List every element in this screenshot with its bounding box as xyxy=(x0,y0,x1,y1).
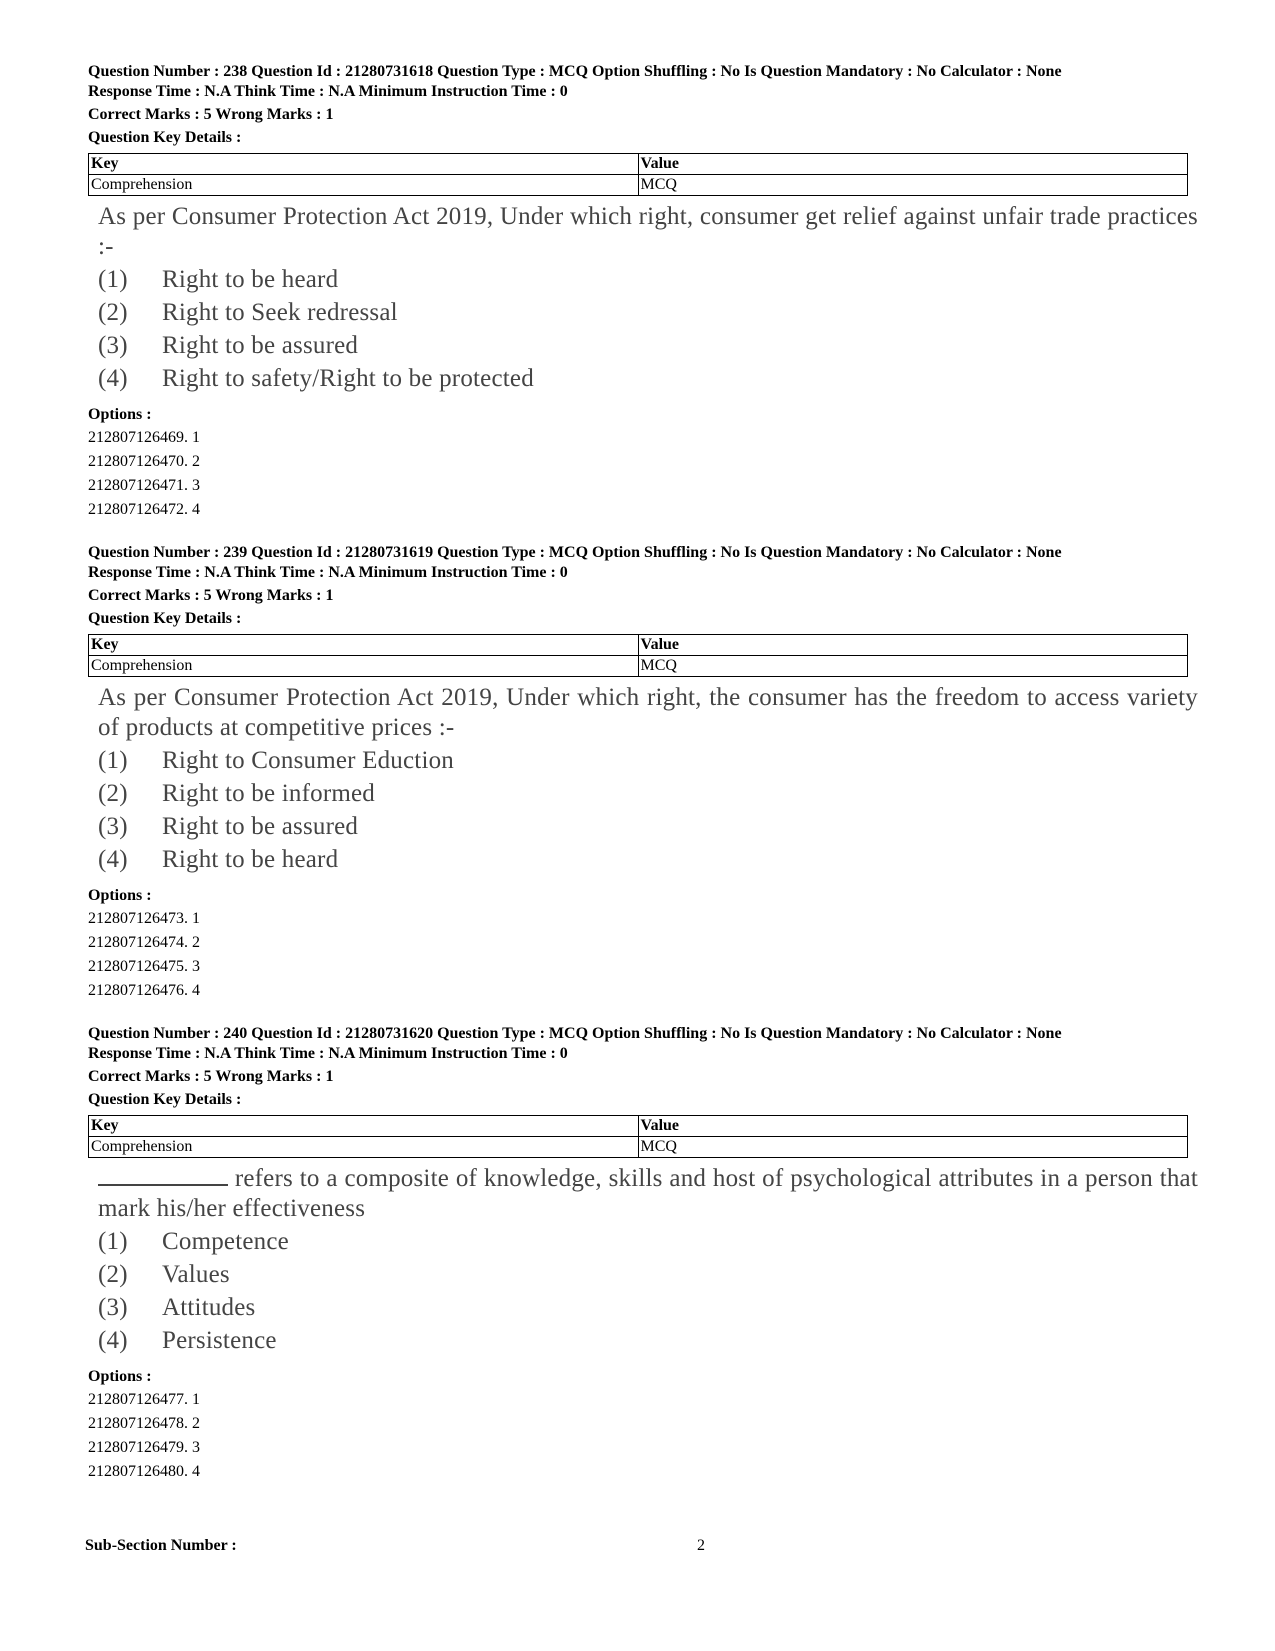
page-number: 2 xyxy=(697,1537,705,1554)
option-id: 212807126469. 1 xyxy=(88,429,200,446)
question-marks: Correct Marks : 5 Wrong Marks : 1 xyxy=(88,587,334,604)
choice xyxy=(98,746,1198,776)
option-id: 212807126473. 1 xyxy=(88,910,200,927)
option-id: 212807126475. 3 xyxy=(88,958,200,975)
question-header: Question Number : 238 Question Id : 21280731618 Question Type : MCQ Option Shuffling : No Is Question Mandatory : No Calculator : None xyxy=(88,63,1062,80)
key-details-table xyxy=(88,153,1188,196)
choice-number: (1) xyxy=(98,747,128,774)
value-header: Value xyxy=(638,1116,1188,1137)
choice-text: Right to be assured xyxy=(162,332,359,359)
choice-number: (3) xyxy=(98,1294,128,1321)
question-block-238 xyxy=(88,62,1198,522)
value-header: Value xyxy=(638,154,1188,175)
choice-number: (4) xyxy=(98,846,128,873)
question-text-wrapper xyxy=(98,1164,1198,1224)
choice-text: Right to be informed xyxy=(162,780,375,807)
value-cell: MCQ xyxy=(638,656,1188,677)
choice xyxy=(98,812,1198,842)
choice-text: Attitudes xyxy=(162,1294,256,1321)
key-details-label: Question Key Details : xyxy=(88,129,242,146)
choice-number: (3) xyxy=(98,813,128,840)
choice xyxy=(98,1227,1198,1257)
question-timing: Response Time : N.A Think Time : N.A Minimum Instruction Time : 0 xyxy=(88,83,568,100)
key-header: Key xyxy=(89,1116,639,1137)
value-cell: MCQ xyxy=(638,1137,1188,1158)
choice-number: (4) xyxy=(98,1327,128,1354)
choice-number: (2) xyxy=(98,780,128,807)
choice-text: Right to Consumer Eduction xyxy=(162,747,454,774)
choice-text: Right to be heard xyxy=(162,266,339,293)
sub-section-label: Sub-Section Number : xyxy=(85,1537,237,1554)
choice-number: (1) xyxy=(98,266,128,293)
question-timing: Response Time : N.A Think Time : N.A Minimum Instruction Time : 0 xyxy=(88,1045,568,1062)
choice-text: Persistence xyxy=(162,1327,277,1354)
option-id: 212807126471. 3 xyxy=(88,477,200,494)
option-id: 212807126480. 4 xyxy=(88,1463,200,1480)
question-body xyxy=(98,202,1198,394)
key-cell: Comprehension xyxy=(89,656,639,677)
choice xyxy=(98,1293,1198,1323)
question-text: As per Consumer Protection Act 2019, Under which right, consumer get relief against unfair trade practices :- xyxy=(98,203,1198,260)
option-id: 212807126476. 4 xyxy=(88,982,200,999)
choice xyxy=(98,1326,1198,1356)
key-details-table xyxy=(88,1115,1188,1158)
options-label: Options : xyxy=(88,406,152,423)
choice-text: Right to Seek redressal xyxy=(162,299,398,326)
question-block-239 xyxy=(88,543,1198,1003)
choice xyxy=(98,845,1198,875)
choice xyxy=(98,298,1198,328)
options-label: Options : xyxy=(88,1368,152,1385)
choice-text: Right to safety/Right to be protected xyxy=(162,365,534,392)
option-id: 212807126477. 1 xyxy=(88,1391,200,1408)
question-text: As per Consumer Protection Act 2019, Under which right, the consumer has the freedom to access variety of products at competitive prices :- xyxy=(98,684,1198,741)
choice-number: (3) xyxy=(98,332,128,359)
option-id: 212807126472. 4 xyxy=(88,501,200,518)
choice-number: (1) xyxy=(98,1228,128,1255)
option-id: 212807126479. 3 xyxy=(88,1439,200,1456)
choice-number: (2) xyxy=(98,299,128,326)
value-header: Value xyxy=(638,635,1188,656)
option-id: 212807126474. 2 xyxy=(88,934,200,951)
choice-number: (2) xyxy=(98,1261,128,1288)
key-cell: Comprehension xyxy=(89,1137,639,1158)
question-body xyxy=(98,1164,1198,1356)
key-header: Key xyxy=(89,154,639,175)
key-details-table xyxy=(88,634,1188,677)
question-marks: Correct Marks : 5 Wrong Marks : 1 xyxy=(88,106,334,123)
key-header: Key xyxy=(89,635,639,656)
key-details-label: Question Key Details : xyxy=(88,610,242,627)
choice-text: Values xyxy=(162,1261,230,1288)
choice xyxy=(98,265,1198,295)
option-id: 212807126478. 2 xyxy=(88,1415,200,1432)
key-cell: Comprehension xyxy=(89,175,639,196)
fill-in-blank xyxy=(98,1164,228,1186)
question-body xyxy=(98,683,1198,875)
value-cell: MCQ xyxy=(638,175,1188,196)
choice xyxy=(98,331,1198,361)
choice-text: Right to be heard xyxy=(162,846,339,873)
question-header: Question Number : 239 Question Id : 21280731619 Question Type : MCQ Option Shuffling : No Is Question Mandatory : No Calculator : None xyxy=(88,544,1062,561)
choice-number: (4) xyxy=(98,365,128,392)
question-marks: Correct Marks : 5 Wrong Marks : 1 xyxy=(88,1068,334,1085)
question-timing: Response Time : N.A Think Time : N.A Minimum Instruction Time : 0 xyxy=(88,564,568,581)
choice-text: Competence xyxy=(162,1228,289,1255)
choice-text: Right to be assured xyxy=(162,813,359,840)
key-details-label: Question Key Details : xyxy=(88,1091,242,1108)
question-block-240 xyxy=(88,1024,1198,1484)
question-header: Question Number : 240 Question Id : 21280731620 Question Type : MCQ Option Shuffling : No Is Question Mandatory : No Calculator : None xyxy=(88,1025,1062,1042)
options-label: Options : xyxy=(88,887,152,904)
option-id: 212807126470. 2 xyxy=(88,453,200,470)
choice xyxy=(98,779,1198,809)
choice xyxy=(98,1260,1198,1290)
choice xyxy=(98,364,1198,394)
question-text: refers to a composite of knowledge, skills and host of psychological attributes in a person that mark his/her effectiveness xyxy=(98,1165,1199,1222)
